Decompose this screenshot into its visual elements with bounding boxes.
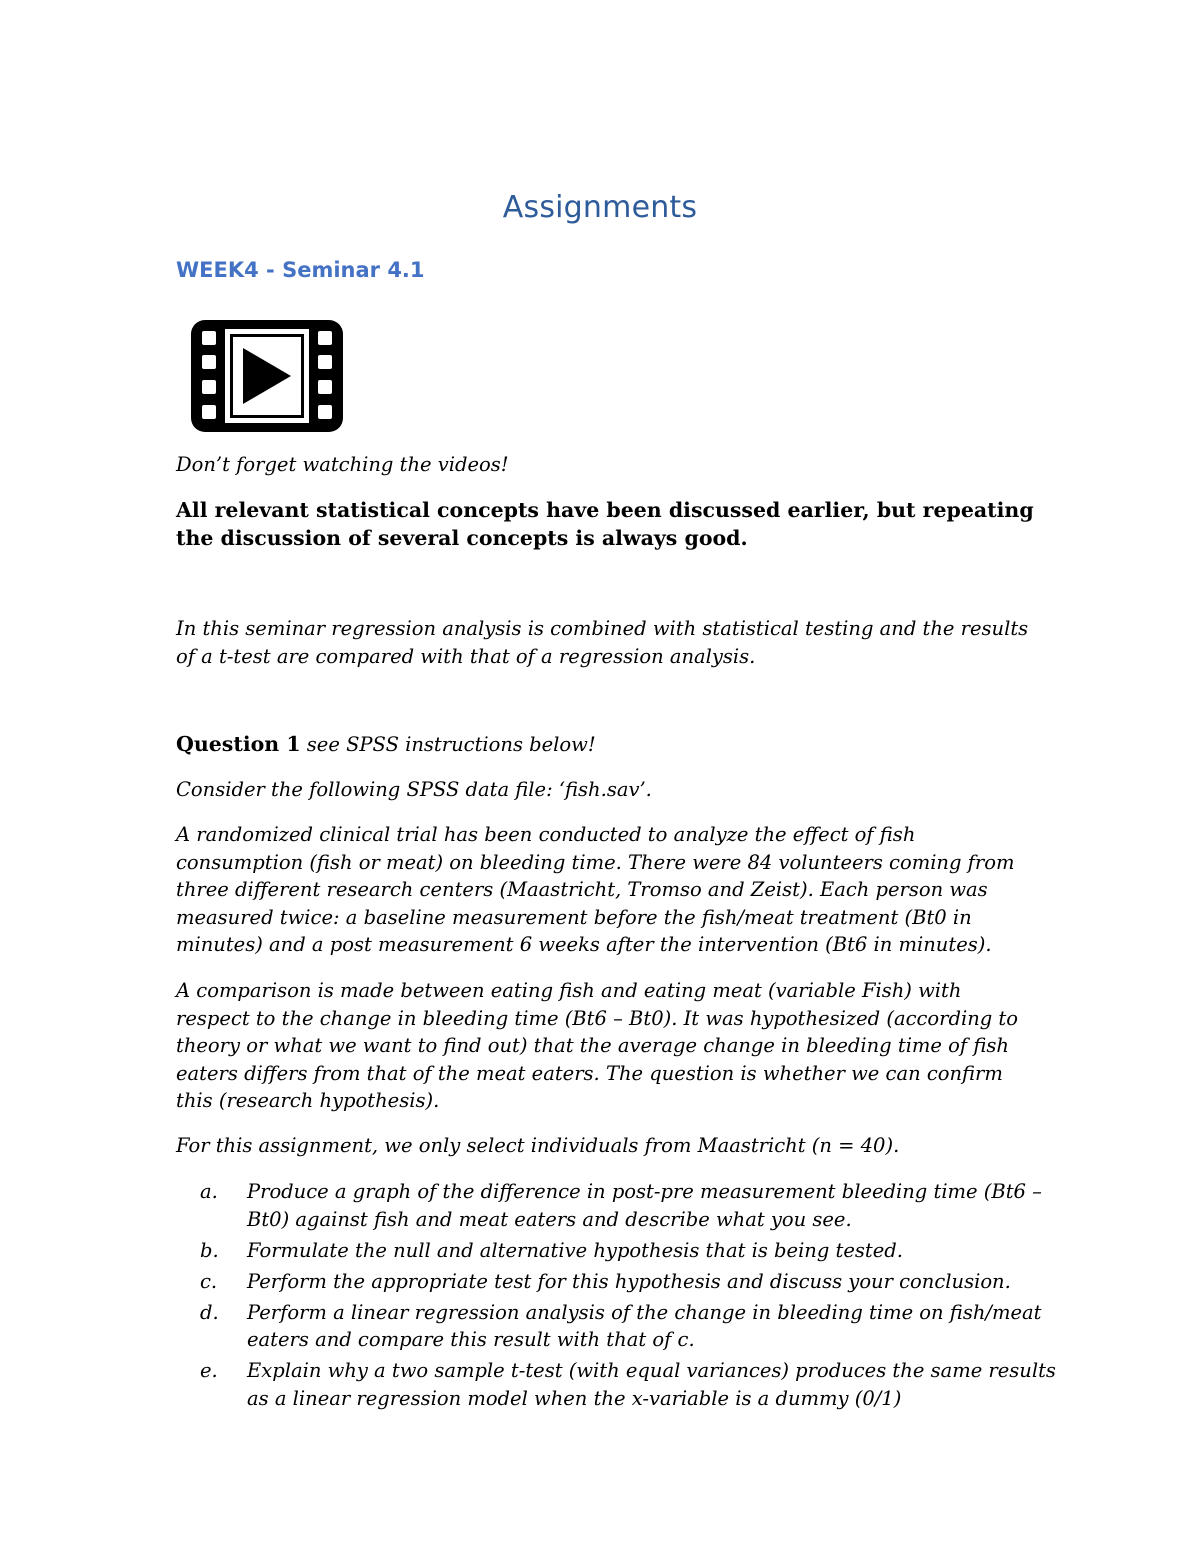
subquestion-letter: c. (200, 1269, 218, 1293)
key-note: All relevant statistical concepts have been discussed earlier, but repeating the discussion of several concepts is always good. (176, 498, 1034, 550)
video-play-icon (191, 320, 343, 432)
question-hint: see SPSS instructions below! (300, 733, 596, 756)
section-heading: WEEK4 - Seminar 4.1 (176, 258, 425, 282)
question-heading (176, 731, 1036, 759)
subquestion-item (176, 1237, 1056, 1265)
subquestion-letter: b. (200, 1238, 219, 1262)
subquestion-text: Perform the appropriate test for this hypothesis and discuss your conclusion. (247, 1269, 1011, 1293)
subquestion-list (176, 1178, 1056, 1416)
subquestion-letter: e. (200, 1359, 218, 1382)
data-file-note: Consider the following SPSS data file: ‘fish.sav’. (176, 778, 652, 801)
subquestion-item (176, 1357, 1056, 1412)
question-label: Question 1 (176, 732, 301, 756)
subquestion-letter: a. (200, 1180, 218, 1203)
subquestion-text: Explain why a two sample t-test (with equal variances) produces the same results as a linear regression model when the x-variable is a dummy (0/1) (247, 1359, 1056, 1410)
subquestion-text: Perform a linear regression analysis of the change in bleeding time on fish/meat eaters and compare this result with that of c. (247, 1300, 1042, 1351)
subquestion-item (176, 1268, 1056, 1296)
comparison-description: A comparison is made between eating fish and eating meat (variable Fish) with respect to the change in bleeding time (Bt6 – Bt0). It was hypothesized (according to theory or what we want to find out) that the average change in bleeding time of fish eaters differs from that of the meat eaters. The question is whether we can confirm this (research hypothesis). (176, 979, 1019, 1112)
subquestion-letter: d. (200, 1300, 219, 1324)
subquestion-text: Produce a graph of the difference in post-pre measurement bleeding time (Bt6 – Bt0) against fish and meat eaters and describe what you see. (247, 1180, 1042, 1231)
selection-note: For this assignment, we only select individuals from Maastricht (n = 40). (176, 1134, 900, 1157)
seminar-intro: In this seminar regression analysis is combined with statistical testing and the results of a t-test are compared with that of a regression analysis. (176, 617, 1029, 668)
page-title: Assignments (502, 190, 698, 225)
trial-description: A randomized clinical trial has been conducted to analyze the effect of fish consumption (fish or meat) on bleeding time. There were 84 volunteers coming from three different research centers (Maastricht, Tromso and Zeist). Each person was measured twice: a baseline measurement before the fish/meat treatment (Bt0 in minutes) and a post measurement 6 weeks after the intervention (Bt6 in minutes). (176, 823, 1015, 956)
subquestion-item (176, 1178, 1056, 1233)
video-reminder: Don’t forget watching the videos! (176, 453, 509, 476)
subquestion-item (176, 1299, 1056, 1354)
subquestion-text: Formulate the null and alternative hypothesis that is being tested. (247, 1238, 903, 1262)
